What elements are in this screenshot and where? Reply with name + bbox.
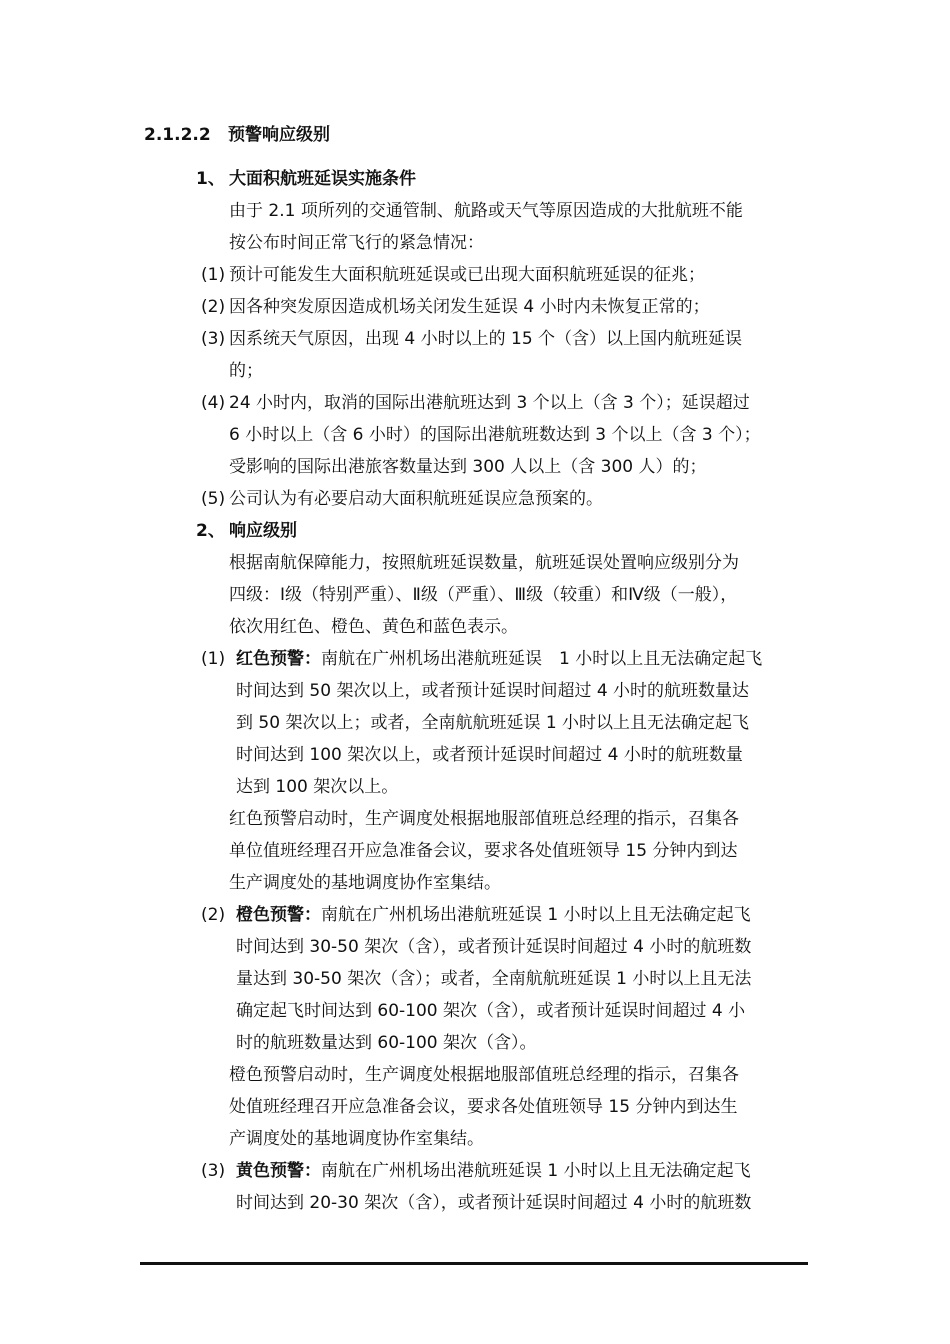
- section-heading-title: 预警响应级别: [228, 125, 330, 145]
- list-item-text: 受影响的国际出港旅客数量达到 300 人以上（含 300 人）的；: [229, 457, 707, 477]
- list-item-number: (2): [201, 297, 226, 317]
- section1-intro-line: 由于 2.1 项所列的交通管制、航路或天气等原因造成的大批航班不能: [229, 201, 743, 221]
- section1-intro-line: 按公布时间正常飞行的紧急情况：: [229, 233, 484, 253]
- orange-alert-note: 产调度处的基地调度协作室集结。: [229, 1129, 484, 1149]
- list-item-text: 因系统天气原因，出现 4 小时以上的 15 个（含）以上国内航班延误: [229, 329, 743, 349]
- section2-intro-line: 依次用红色、橙色、黄色和蓝色表示。: [229, 617, 518, 637]
- orange-alert-line: 时间达到 30-50 架次（含），或者预计延误时间超过 4 小时的航班数: [236, 937, 752, 957]
- list-item-text: 公司认为有必要启动大面积航班延误应急预案的。: [229, 489, 603, 509]
- red-alert-note: 红色预警启动时，生产调度处根据地服部值班总经理的指示，召集各: [229, 809, 739, 829]
- section2-title: 响应级别: [229, 521, 297, 541]
- yellow-alert-number: (3): [201, 1161, 226, 1181]
- list-item-text: 预计可能发生大面积航班延误或已出现大面积航班延误的征兆；: [229, 265, 705, 285]
- red-alert-number: (1): [201, 649, 226, 669]
- red-alert-line: 达到 100 架次以上。: [236, 777, 399, 797]
- orange-alert-line: 确定起飞时间达到 60-100 架次（含），或者预计延误时间超过 4 小: [236, 1001, 746, 1021]
- list-item-text: 因各种突发原因造成机场关闭发生延误 4 小时内未恢复正常的；: [229, 297, 710, 317]
- red-alert-line: 到 50 架次以上；或者，全南航航班延误 1 小时以上且无法确定起飞: [236, 713, 750, 733]
- footer-divider: [140, 1262, 808, 1265]
- yellow-alert-text: 南航在广州机场出港航班延误 1 小时以上且无法确定起飞: [321, 1161, 751, 1181]
- orange-alert-first-line: [236, 904, 751, 926]
- list-item-text: 的；: [229, 361, 263, 381]
- yellow-alert-label: 黄色预警：: [236, 1161, 321, 1181]
- section2-intro-line: 四级：Ⅰ级（特别严重）、Ⅱ级（严重）、Ⅲ级（较重）和Ⅳ级（一般），: [229, 585, 738, 605]
- red-alert-line: 时间达到 100 架次以上，或者预计延误时间超过 4 小时的航班数量: [236, 745, 743, 765]
- section2-intro-line: 根据南航保障能力，按照航班延误数量，航班延误处置响应级别分为: [229, 553, 739, 573]
- orange-alert-note: 处值班经理召开应急准备会议，要求各处值班领导 15 分钟内到达生: [229, 1097, 738, 1117]
- orange-alert-note: 橙色预警启动时，生产调度处根据地服部值班总经理的指示，召集各: [229, 1065, 739, 1085]
- orange-alert-line: 时的航班数量达到 60-100 架次（含）。: [236, 1033, 537, 1053]
- orange-alert-label: 橙色预警：: [236, 905, 321, 925]
- red-alert-first-line: [236, 648, 762, 670]
- section2-number: 2、: [196, 521, 225, 541]
- red-alert-line: 时间达到 50 架次以上，或者预计延误时间超过 4 小时的航班数量达: [236, 681, 750, 701]
- orange-alert-number: (2): [201, 905, 226, 925]
- red-alert-note: 生产调度处的基地调度协作室集结。: [229, 873, 501, 893]
- section1-number: 1、: [196, 169, 225, 189]
- list-item-number: (1): [201, 265, 226, 285]
- list-item-number: (5): [201, 489, 226, 509]
- orange-alert-text: 南航在广州机场出港航班延误 1 小时以上且无法确定起飞: [321, 905, 751, 925]
- section1-title: 大面积航班延误实施条件: [229, 169, 416, 189]
- list-item-number: (3): [201, 329, 226, 349]
- yellow-alert-line: 时间达到 20-30 架次（含），或者预计延误时间超过 4 小时的航班数: [236, 1193, 752, 1213]
- list-item-text: 24 小时内，取消的国际出港航班达到 3 个以上（含 3 个）；延误超过: [229, 393, 750, 413]
- red-alert-text: 南航在广州机场出港航班延误 1 小时以上且无法确定起飞: [321, 649, 763, 669]
- red-alert-label: 红色预警：: [236, 649, 321, 669]
- yellow-alert-first-line: [236, 1160, 751, 1182]
- orange-alert-line: 量达到 30-50 架次（含）；或者，全南航航班延误 1 小时以上且无法: [236, 969, 752, 989]
- list-item-text: 6 小时以上（含 6 小时）的国际出港航班数达到 3 个以上（含 3 个）；: [229, 425, 761, 445]
- red-alert-note: 单位值班经理召开应急准备会议，要求各处值班领导 15 分钟内到达: [229, 841, 738, 861]
- list-item-number: (4): [201, 393, 226, 413]
- section-heading-number: 2.1.2.2: [144, 125, 211, 145]
